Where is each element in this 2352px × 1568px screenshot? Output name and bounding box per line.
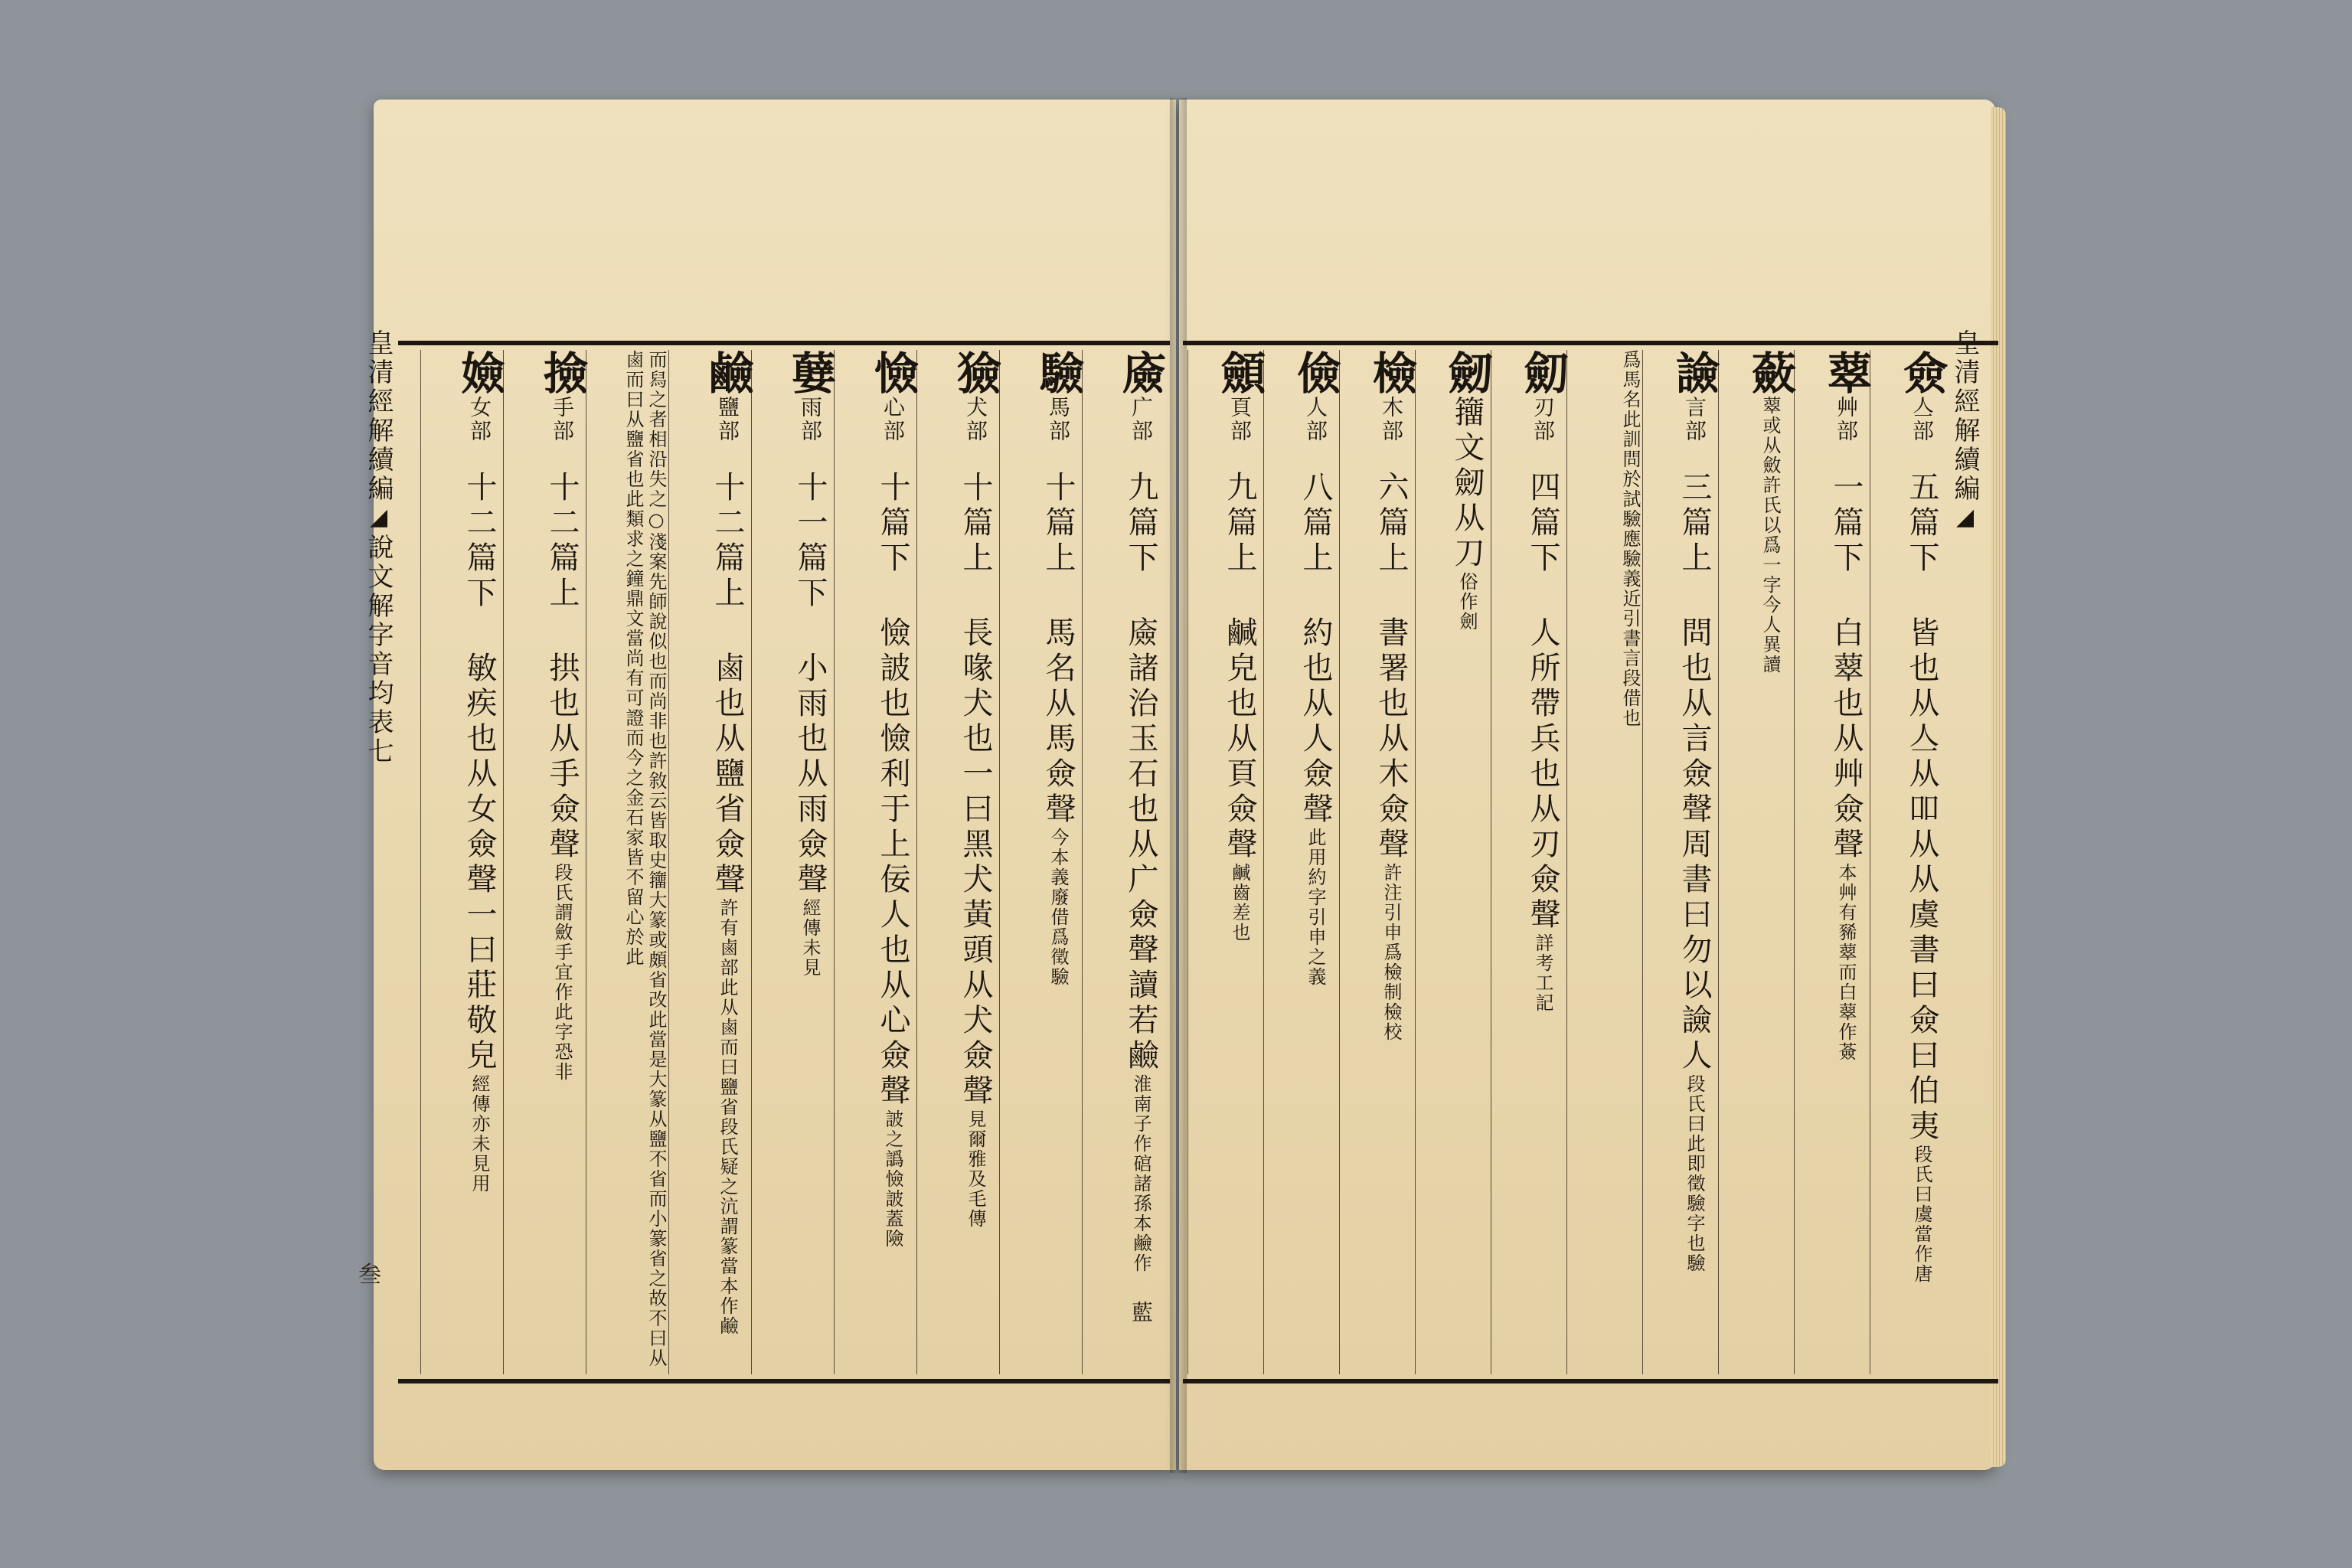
commentary-note: 本艸有豨䕜而白䕜作薟	[1835, 863, 1857, 1062]
left-columns	[398, 345, 1170, 1379]
radical-label: 馬部	[1046, 396, 1071, 471]
commentary-note: 經傳未見	[799, 898, 821, 978]
definition-text: 一篇下 白䕜也从艸僉聲	[1828, 471, 1864, 863]
headword: 驗	[1032, 350, 1084, 396]
definition-text: 十篇上 馬名从馬僉聲	[1040, 471, 1076, 828]
commentary-note: 段氏謂斂手宜作此字恐非	[551, 863, 573, 1082]
commentary-note: 淮南子作䃔諸孫本鹼作	[1130, 1074, 1152, 1273]
headword: 鹼	[701, 350, 753, 396]
left-column	[420, 350, 505, 1374]
left-column	[834, 350, 919, 1374]
radical-label: 頁部	[1227, 396, 1253, 471]
commentary-note: 段氏曰此即徵驗字也驗	[1684, 1074, 1705, 1273]
right-column	[1566, 350, 1642, 1374]
radical-label: 犬部	[963, 396, 988, 471]
left-running-title	[361, 329, 395, 1386]
running-title-text: 皇清經解續編	[363, 329, 394, 504]
definition-text: 五篇下 皆也从亼从吅从从虞書曰僉曰伯夷	[1904, 471, 1939, 1145]
radical-label: 雨部	[798, 396, 823, 471]
commentary-note: 爲馬名此訓問於試驗應驗義近引書言段借也	[1619, 350, 1641, 728]
headword: 劎	[1517, 350, 1569, 396]
left-column	[1082, 350, 1167, 1374]
radical-label: 心部	[880, 396, 906, 471]
left-column	[503, 350, 588, 1374]
right-column	[1263, 350, 1341, 1374]
definition-text: 四篇下 人所帶兵也从刃僉聲	[1525, 471, 1560, 933]
radical-label: 鹽部	[715, 396, 740, 471]
commentary-note: 詳考工記	[1532, 933, 1553, 1013]
headword: 㜸	[784, 350, 836, 396]
headword: 僉	[1896, 350, 1948, 396]
left-column	[916, 350, 1001, 1374]
left-column	[751, 350, 836, 1374]
definition-text: 九篇上 鹹皃也从頁僉聲	[1222, 471, 1257, 863]
right-column	[1187, 350, 1266, 1374]
radical-label: 木部	[1379, 396, 1404, 471]
radical-label: 人部	[1303, 396, 1328, 471]
headword: 譣	[1668, 350, 1720, 396]
right-columns	[1183, 345, 1998, 1379]
definition-text: 六篇上 書署也从木僉聲	[1374, 471, 1409, 863]
commentary-note: 此用約字引申之義	[1305, 828, 1326, 987]
definition-text: 十篇上 長喙犬也一曰黑犬黃頭从犬僉聲	[958, 471, 993, 1109]
headword: 䕜	[1820, 350, 1872, 396]
headword: 顩	[1214, 350, 1266, 396]
definition-text: 十二篇上 鹵也从鹽省僉聲	[710, 471, 745, 898]
column-tail: 藍	[1129, 1273, 1154, 1325]
headword: 嬐	[453, 350, 505, 396]
headword: 蘞	[1744, 350, 1796, 396]
definition-text: 三篇上 問也从言僉聲周書曰勿以譣人	[1677, 471, 1712, 1074]
definition-text: 十二篇下 敏疾也从女僉聲一曰莊敬皃	[462, 471, 497, 1074]
headword: 儉	[1289, 350, 1341, 396]
headword: 劒	[1441, 350, 1493, 396]
headword: 㢛	[1115, 350, 1167, 396]
right-column	[1415, 350, 1493, 1374]
radical-label: 手部	[550, 396, 575, 471]
right-column	[1491, 350, 1569, 1374]
left-column	[668, 350, 753, 1374]
commentary-note: 經傳亦未見用	[469, 1074, 490, 1194]
commentary-note: 俗作劍	[1456, 572, 1478, 632]
definition-text: 十二篇上 拱也从手僉聲	[544, 471, 580, 863]
commentary-note: 鹹齒差也	[1229, 863, 1250, 942]
definition-text: 籒文劒从刀	[1449, 396, 1485, 572]
definition-text: 十一篇下 小雨也从雨僉聲	[792, 471, 828, 898]
right-column	[1870, 350, 1948, 1374]
radical-label: 亼部	[1909, 396, 1935, 471]
left-column	[586, 350, 668, 1374]
radical-label: 广部	[1129, 396, 1154, 471]
left-column	[999, 350, 1084, 1374]
commentary-note: 詖之譌憸詖蓋險	[882, 1109, 903, 1249]
fish-tail-mark: ◢	[365, 504, 392, 534]
radical-label: 女部	[467, 396, 492, 471]
right-text-frame	[1183, 341, 1998, 1383]
fish-tail-mark: ◢	[1952, 504, 1978, 534]
running-title-text: 皇清經解續編	[1949, 329, 1980, 504]
commentary-note: 而舄之者相沿失之○淺案先師說似也而尚非也許敘云皆取史籒大篆或頗省改此當是大篆从鹽不省而小篆省之故不曰从鹵而曰从鹽省也此類求之鐘鼎文當尚有可證而今之金石家皆不留心於此	[622, 350, 667, 1368]
radical-label: 刃部	[1530, 396, 1556, 471]
commentary-note: 段氏曰虞當作唐	[1911, 1145, 1932, 1284]
radical-label: 言部	[1682, 396, 1707, 471]
commentary-note: 許有鹵部此从鹵而曰鹽省段氏疑之沆謂篆當本作鹼	[717, 898, 738, 1336]
right-column	[1339, 350, 1417, 1374]
headword: 撿	[536, 350, 588, 396]
commentary-note: 䕜或从斂許氏以爲一字今人異讀	[1759, 396, 1781, 675]
headword: 憸	[867, 350, 919, 396]
definition-text: 八篇上 約也从人僉聲	[1298, 471, 1333, 828]
right-column	[1642, 350, 1720, 1374]
definition-text: 十篇下 憸詖也憸利于上佞人也从心僉聲	[875, 471, 910, 1109]
definition-text: 九篇下 㢛諸治玉石也从广僉聲讀若鹼	[1123, 471, 1158, 1074]
headword: 獫	[949, 350, 1001, 396]
left-folio: 叁	[358, 1262, 381, 1289]
radical-label: 艸部	[1834, 396, 1859, 471]
commentary-note: 見爾雅及毛傳	[965, 1109, 986, 1229]
right-column	[1794, 350, 1872, 1374]
commentary-note: 許注引申爲檢制檢校	[1380, 863, 1402, 1042]
commentary-note: 今本義廢借爲徵驗	[1047, 828, 1069, 987]
headword: 檢	[1365, 350, 1417, 396]
chapter-title-text: 說文解字音均表七	[363, 534, 394, 766]
right-column	[1718, 350, 1796, 1374]
left-text-frame	[398, 341, 1170, 1383]
